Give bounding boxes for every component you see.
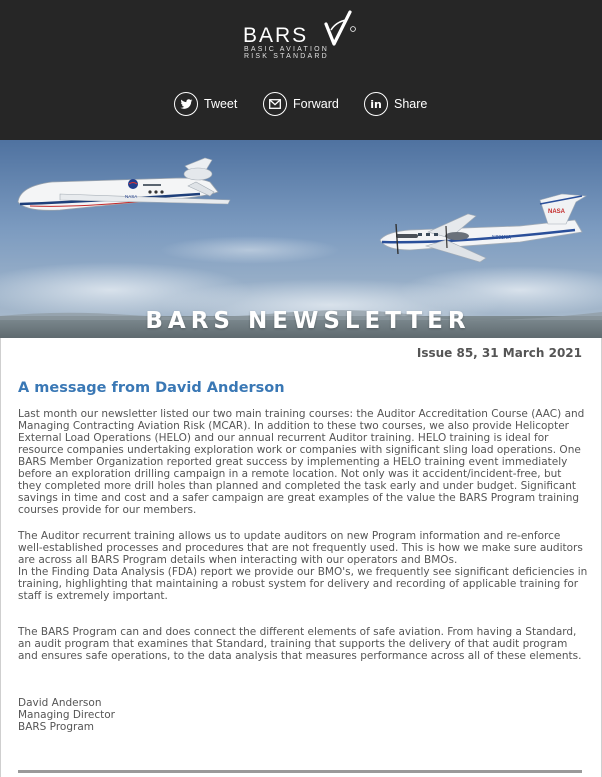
message-paragraph: The BARS Program can and does connect the different elements of safe aviation. From having a Standard, an audit program that examines that Standard, training that supports the delivery of that audit program and ensures safe operations, to the data analysis that measures performance across all of these elements. xyxy=(18,626,582,662)
king-air-registration: N801NA xyxy=(492,235,511,241)
signature-name: David Anderson xyxy=(18,697,102,709)
message-title: A message from David Anderson xyxy=(18,380,285,396)
hero-banner xyxy=(0,140,602,338)
twitter-icon xyxy=(174,92,198,116)
share-label: Share xyxy=(394,97,428,111)
message-paragraph: Last month our newsletter listed our two main training courses: the Auditor Accreditation Course (AAC) and Managing Contracting Aviation Risk (MCAR). In addition to these two courses, we also provide Helicopter External Load Operations (HELO) and our annual recurrent Auditor training. HELO training is ideal for resource companies undertaking exploration work or companies with significant sling load operations. One BARS Member Organization reported great success by implementing a HELO training event immediately before an exploration drilling campaign in a remote location. Not only was it accident/incident-free, but they completed more drill holes than planned and completed the task early and under budget. Significant savings in time and cost and a safer campaign are great examples of the value the BARS Program training courses provide for our members. xyxy=(18,408,585,516)
drone-marking-nasa: NASA xyxy=(125,194,138,199)
linkedin-share-button[interactable] xyxy=(364,91,427,117)
signature-block xyxy=(18,697,588,733)
message-paragraph xyxy=(18,530,588,602)
issue-label: Issue 85, 31 March 2021 xyxy=(416,346,582,360)
message-paragraph-part: The Auditor recurrent training allows us to update auditors on new Program information and re-enforce well-established processes and procedures that are not frequently used. This is how we make sure auditors are across all BARS Program details when interacting with our operators and BMOs. xyxy=(18,530,583,566)
signature-role: Managing Director xyxy=(18,709,116,721)
tweet-button[interactable] xyxy=(174,91,237,117)
signature-org: BARS Program xyxy=(18,721,94,733)
king-air-tail-nasa: NASA xyxy=(548,209,566,215)
forward-label: Forward xyxy=(293,97,339,111)
envelope-icon xyxy=(263,92,287,116)
share-bar xyxy=(0,91,602,117)
logo-tagline-line2: RISK STANDARD xyxy=(244,53,329,60)
bars-logo[interactable] xyxy=(240,10,365,62)
forward-button[interactable] xyxy=(263,91,339,117)
newsletter-header xyxy=(0,0,602,140)
logo-tagline-line1: BASIC AVIATION xyxy=(244,46,329,53)
logo-wordmark: BARS xyxy=(243,24,309,47)
linkedin-icon: in xyxy=(364,92,388,116)
tweet-label: Tweet xyxy=(204,97,238,111)
footer-divider xyxy=(18,770,582,773)
hero-title: BARS NEWSLETTER xyxy=(145,308,471,334)
logo-check-mark-icon xyxy=(322,10,356,50)
message-paragraph-part: In the Finding Data Analysis (FDA) report we provide our BMO's, we frequently see significant deficiencies in training, highlighting that maintaining a robust system for delivery and recording of applicable training for staff is extremely important. xyxy=(18,566,588,602)
